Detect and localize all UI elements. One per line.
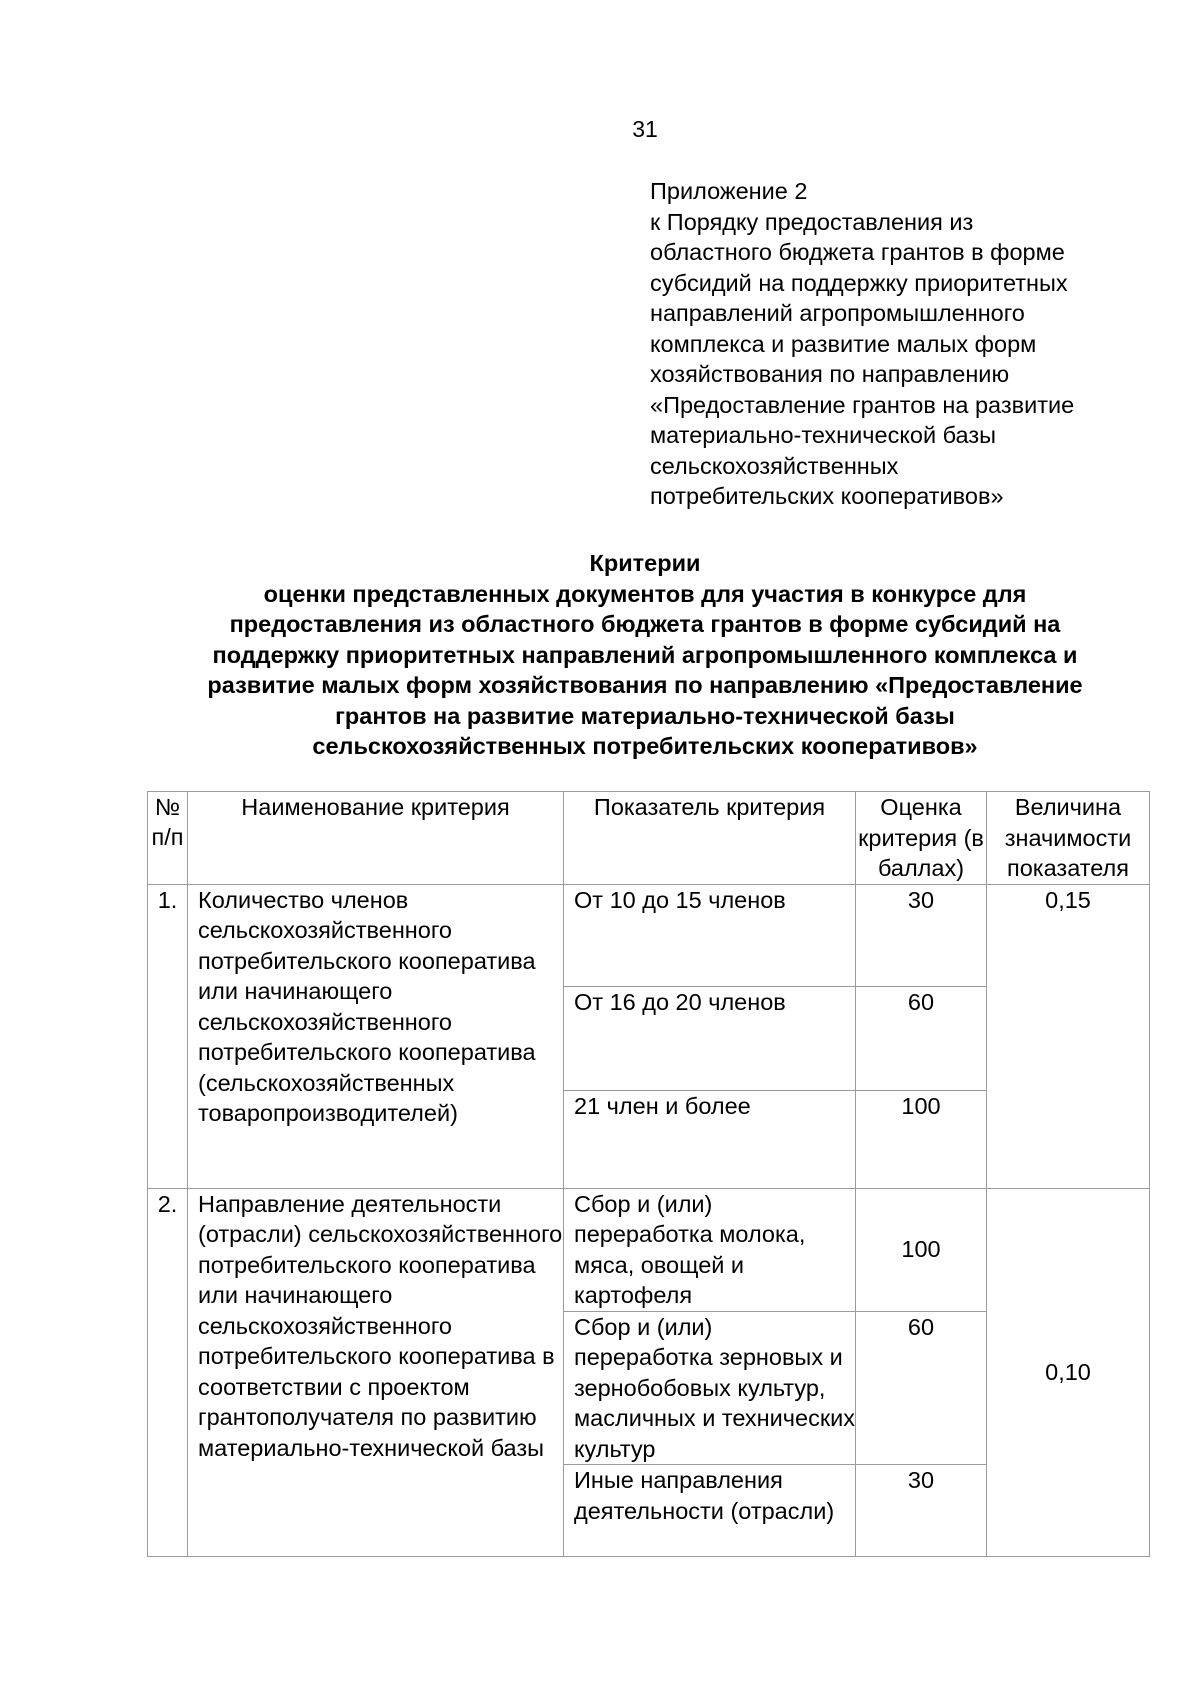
criterion-indicator: Иные направления деятельности (отрасли) bbox=[564, 1465, 856, 1557]
appendix-line: комплекса и развитие малых форм bbox=[650, 330, 1037, 357]
criterion-indicator: От 10 до 15 членов bbox=[564, 884, 856, 986]
appendix-line: хозяйствования по направлению bbox=[650, 361, 1010, 387]
appendix-line: направлений агропромышленного bbox=[650, 300, 1025, 326]
appendix-line: потребительских кооперативов» bbox=[650, 483, 1004, 509]
header-indicator: Показатель критерия bbox=[564, 792, 856, 885]
document-title bbox=[130, 548, 1160, 762]
appendix-line: областного бюджета грантов в форме bbox=[650, 239, 1065, 265]
criterion-weight: 0,15 bbox=[987, 884, 1150, 1188]
criterion-score: 60 bbox=[856, 986, 987, 1090]
title-line: Критерии bbox=[589, 550, 701, 576]
criterion-weight: 0,10 bbox=[987, 1188, 1150, 1557]
page-number: 31 bbox=[632, 116, 658, 142]
criterion-indicator: 21 член и более bbox=[564, 1090, 856, 1188]
appendix-line: материально-технической базы bbox=[650, 422, 997, 448]
criterion-num: 1. bbox=[148, 884, 188, 1188]
criterion-name: Направление деятельности (отрасли) сельскохозяйственного потребительского кооператива или начинающего сельскохозяйственного потребительского кооператива в соответствии с проектом грантополучателя по развитию материально-технической базы bbox=[188, 1188, 564, 1557]
appendix-line: сельскохозяйственных bbox=[650, 452, 899, 479]
appendix-line: «Предоставление грантов на развитие bbox=[650, 391, 1075, 418]
criterion-score: 30 bbox=[856, 1465, 987, 1557]
criteria-table bbox=[147, 791, 1150, 1557]
criterion-indicator: Сбор и (или) переработка зерновых и зернобобовых культур, масличных и технических культур bbox=[564, 1311, 856, 1465]
title-line: сельскохозяйственных потребительских кооперативов» bbox=[312, 733, 978, 759]
criterion-score: 100 bbox=[856, 1090, 987, 1188]
appendix-line: Приложение 2 bbox=[650, 178, 808, 204]
title-line: предоставления из областного бюджета грантов в форме субсидий на bbox=[229, 611, 1061, 637]
header-weight: Величина значимости показателя bbox=[987, 792, 1150, 885]
criterion-indicator: От 16 до 20 членов bbox=[564, 986, 856, 1090]
table-header-row bbox=[148, 792, 1150, 885]
table-row bbox=[148, 1188, 1150, 1311]
title-line: грантов на развитие материально-технической базы bbox=[335, 702, 955, 729]
appendix-line: к Порядку предоставления из bbox=[650, 208, 974, 235]
title-line: оценки представленных документов для участия в конкурсе для bbox=[263, 580, 1027, 607]
criterion-num: 2. bbox=[148, 1188, 188, 1557]
header-name: Наименование критерия bbox=[188, 792, 564, 885]
criterion-score: 30 bbox=[856, 884, 987, 986]
title-line: развитие малых форм хозяйствования по направлению «Предоставление bbox=[207, 672, 1083, 698]
header-num: № п/п bbox=[148, 792, 188, 885]
criterion-score: 60 bbox=[856, 1311, 987, 1465]
header-score: Оценка критерия (в баллах) bbox=[856, 792, 987, 885]
criterion-indicator: Сбор и (или) переработка молока, мяса, овощей и картофеля bbox=[564, 1188, 856, 1311]
criterion-score: 100 bbox=[856, 1188, 987, 1311]
appendix-heading bbox=[650, 176, 1170, 512]
title-line: поддержку приоритетных направлений агропромышленного комплекса и bbox=[212, 641, 1078, 668]
table-row bbox=[148, 884, 1150, 986]
appendix-line: субсидий на поддержку приоритетных bbox=[650, 269, 1068, 296]
criterion-name: Количество членов сельскохозяйственного потребительского кооператива или начинающего сельскохозяйственного потребительского кооператива (сельскохозяйственных товаропроизводителей) bbox=[188, 884, 564, 1188]
